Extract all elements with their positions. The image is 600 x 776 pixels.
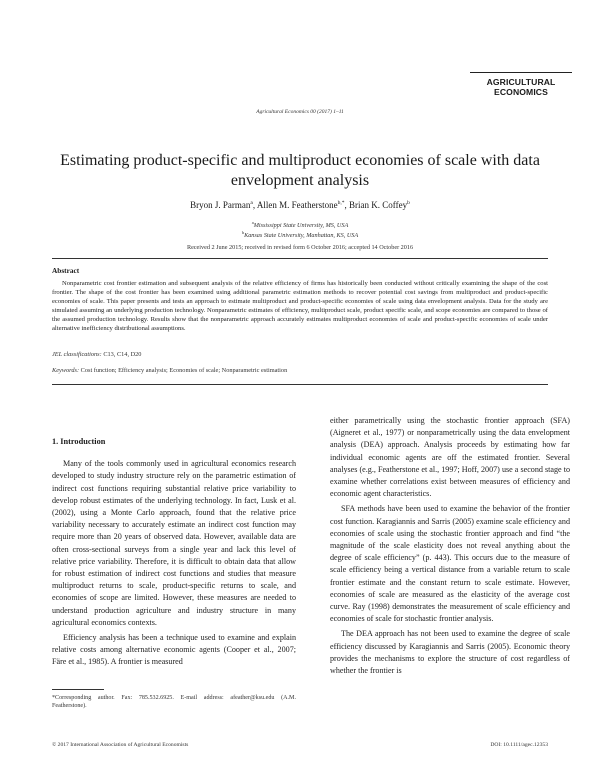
left-column <box>52 436 296 669</box>
keywords-value: Cost function; Efficiency analysis; Economies of scale; Nonparametric estimation <box>80 367 288 374</box>
jel-classifications <box>52 351 548 358</box>
author-name: Brian K. Coffey <box>349 200 408 210</box>
divider <box>52 258 548 259</box>
author-sup: a <box>250 200 253 206</box>
author-sup: b,* <box>337 200 345 206</box>
jel-value: C13, C14, D20 <box>103 351 142 358</box>
section-heading: 1. Introduction <box>52 437 106 446</box>
abstract-heading: Abstract <box>52 266 80 275</box>
author-sup: b <box>407 200 410 206</box>
affiliation-text: Mississippi State University, MS, USA <box>253 222 349 230</box>
author-name: Allen M. Featherstone <box>256 200 338 210</box>
paragraph: either parametrically using the stochastic frontier approach (SFA) (Aigneret et al., 1977) or nonparametrically using the data envelopment analysis (DEA) approach. Analysis proceeds by estimating how far individual economic agents are off the estimated frontier. Several analyses (e.g., Featherstone et al., 1997; Hoff, 2007) use a second stage to examine whether correlations exist between measures of efficiency and economic agent characteristics. <box>330 416 570 499</box>
paragraph: The DEA approach has not been used to examine the degree of scale efficiency discussed by Karagiannis and Sarris (2005). Economic theory provides the mechanisms to explore the structure of cost regardless of whether the frontier is <box>330 629 570 676</box>
paragraph: SFA methods have been used to examine the behavior of the frontier cost function. Karagiannis and Sarris (2005) examine scale efficiency and economies of scale using the stochastic frontier approach and find “the magnitude of the scale elasticity does not reveal anything about the degree of scale efficiency” (p. 443). This occurs due to the measure of scale efficiency being a vertical distance from a variable return to scale frontier estimate and the constant return to scale estimate. However, economies of scale are measured as the elasticity of the average cost curve. Ray (1998) demonstrates the measurement of scale efficiency and economies of scale for stochastic frontier analysis. <box>330 504 570 624</box>
brand-line-1: AGRICULTURAL <box>486 77 556 87</box>
jel-label: JEL classifications: <box>52 351 102 358</box>
author-name: Bryon J. Parman <box>190 200 251 210</box>
author-list: Bryon J. Parman$^a$, Allen M. Featherstone$^{b,*}$, Brian K. Coffey$^b$ <box>190 200 410 210</box>
brand-line-2: ECONOMICS <box>494 87 548 97</box>
keywords <box>52 367 548 374</box>
affiliation <box>0 230 600 239</box>
footnote-rule <box>52 689 104 690</box>
paragraph: Efficiency analysis has been a technique used to examine and explain relative costs among alternative economic agents (Cooper et al., 2007; Färe et al., 1985). A frontier is measured <box>52 633 296 667</box>
paper-title: Estimating product-specific and multiproduct economies of scale with data envelopment analysis <box>60 152 540 189</box>
affiliation <box>0 220 600 229</box>
doi: DOI: 10.1111/agec.12353 <box>490 742 548 748</box>
copyright: © 2017 International Association of Agricultural Economists <box>52 742 189 748</box>
divider <box>52 384 548 385</box>
affiliation-sup: a <box>251 220 254 225</box>
abstract-text: Nonparametric cost frontier estimation and subsequent analysis of the relative efficiency of firms has historically been conducted without critically examining the shape of the cost frontier. The shape of the cost frontier has been examined using additional parametric estimation methods to recover potential cost savings from multiproduct and product-specific economies of scale. This paper presents and tests an approach to estimate multiproduct and product-specific economies of scale using data envelopment analysis. Data for the study are simulated assuming an underlying production technology. Nonparametric estimates of efficiency, multiproduct scale, product specific scale, and scope economies are compared to those of the assumed production technology. Results show that the nonparametric approach accurately estimates multiproduct economies of scale and product-specific economies of scale under alternative inefficiency distributional assumptions. <box>52 280 548 332</box>
affiliation-sup: b <box>241 230 245 235</box>
keywords-label: Keywords: <box>52 367 80 374</box>
paragraph: Many of the tools commonly used in agricultural economics research developed to study industry structure rely on the parametric estimation of indirect cost functions requiring substantial relative price variability to develop robust estimates of the underlying technology. In fact, Lusk et al. (2002), using a Monte Carlo approach, found that the relative price variability necessary to accurately estimate an indirect cost function may require more than 20 years of observed data. However, available data are often cross-sectional surveys from a single year and lack this level of relative price variability. Therefore, it is difficult to obtain data that allow for robust estimation of indirect cost functions and studies that measure multiproduct returns to scale, product-specific returns to scale, and economies of scope are limited. However, these measures are needed to understand production agriculture and industry structure in many agricultural economics contexts. <box>52 459 296 627</box>
submission-dates: Received 2 June 2015; received in revised form 6 October 2016; accepted 14 October 2016 <box>186 244 414 251</box>
affiliation-text: Kansas State University, Manhattan, KS, USA <box>244 232 359 240</box>
right-column <box>330 415 570 677</box>
footnote: *Corresponding author. Fax: 785.532.6925. E-mail address: afeather@ksu.edu (A.M. Featherstone). <box>52 695 296 710</box>
journal-reference: Agricultural Economics 00 (2017) 1–11 <box>256 109 344 115</box>
journal-brand <box>470 72 572 97</box>
brand-rule <box>470 72 572 73</box>
